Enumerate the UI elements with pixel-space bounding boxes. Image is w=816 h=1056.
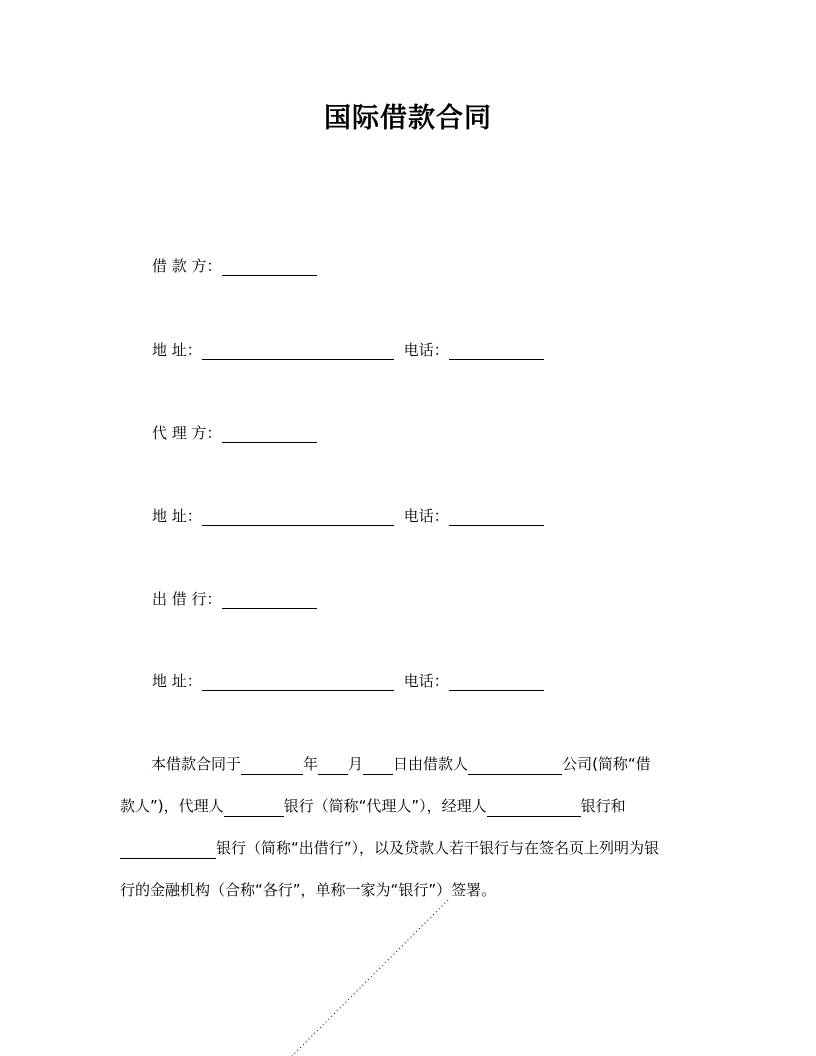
agent-label: 代 理 方： <box>152 424 222 442</box>
paragraph-text: 月 <box>348 755 364 773</box>
lender-line <box>152 589 317 609</box>
lender-address-line <box>152 671 544 691</box>
paragraph-line-1 <box>151 753 651 775</box>
lender-label: 出 借 行： <box>152 590 222 608</box>
borrower-label: 借 款 方： <box>152 257 222 275</box>
address-label: 地 址： <box>152 341 202 359</box>
agent-bank-blank[interactable] <box>224 800 284 817</box>
day-blank[interactable] <box>363 758 393 775</box>
month-blank[interactable] <box>318 758 348 775</box>
paragraph-text: 行的金融机构（合称“各行”，单称一家为“银行”）签署。 <box>120 881 497 899</box>
document-title: 国际借款合同 <box>324 103 492 134</box>
phone-label: 电话： <box>403 341 449 359</box>
paragraph-text: 公司(简称“借 <box>562 755 651 773</box>
year-blank[interactable] <box>241 758 303 775</box>
address-blank[interactable] <box>202 674 394 691</box>
borrower-address-line <box>152 340 544 360</box>
agent-line <box>152 423 317 443</box>
phone-blank[interactable] <box>449 674 544 691</box>
paragraph-text: 银行和 <box>580 797 626 815</box>
phone-blank[interactable] <box>449 343 544 360</box>
paragraph-line-3 <box>120 837 659 859</box>
phone-label: 电话： <box>403 672 449 690</box>
paragraph-text: 日由借款人 <box>393 755 469 773</box>
paragraph-text: 款人”)，代理人 <box>120 797 224 815</box>
paragraph-text: 年 <box>303 755 319 773</box>
manager-bank-blank[interactable] <box>487 800 581 817</box>
borrower-blank[interactable] <box>222 259 317 276</box>
agent-address-line <box>152 506 544 526</box>
lending-bank-blank[interactable] <box>120 842 216 859</box>
address-label: 地 址： <box>152 672 202 690</box>
borrower-line <box>152 256 317 276</box>
borrower-company-blank[interactable] <box>468 758 562 775</box>
paragraph-text: 银行（简称“出借行”），以及贷款人若干银行与在签名页上列明为银 <box>216 839 660 857</box>
agent-blank[interactable] <box>222 426 317 443</box>
address-blank[interactable] <box>202 509 394 526</box>
phone-label: 电话： <box>403 507 449 525</box>
paragraph-line-2 <box>120 795 626 817</box>
paragraph-line-4 <box>120 879 496 901</box>
phone-blank[interactable] <box>449 509 544 526</box>
address-label: 地 址： <box>152 507 202 525</box>
paragraph-text: 本借款合同于 <box>151 755 242 773</box>
lender-blank[interactable] <box>222 592 317 609</box>
paragraph-text: 银行（简称“代理人”），经理人 <box>283 797 487 815</box>
address-blank[interactable] <box>202 343 394 360</box>
